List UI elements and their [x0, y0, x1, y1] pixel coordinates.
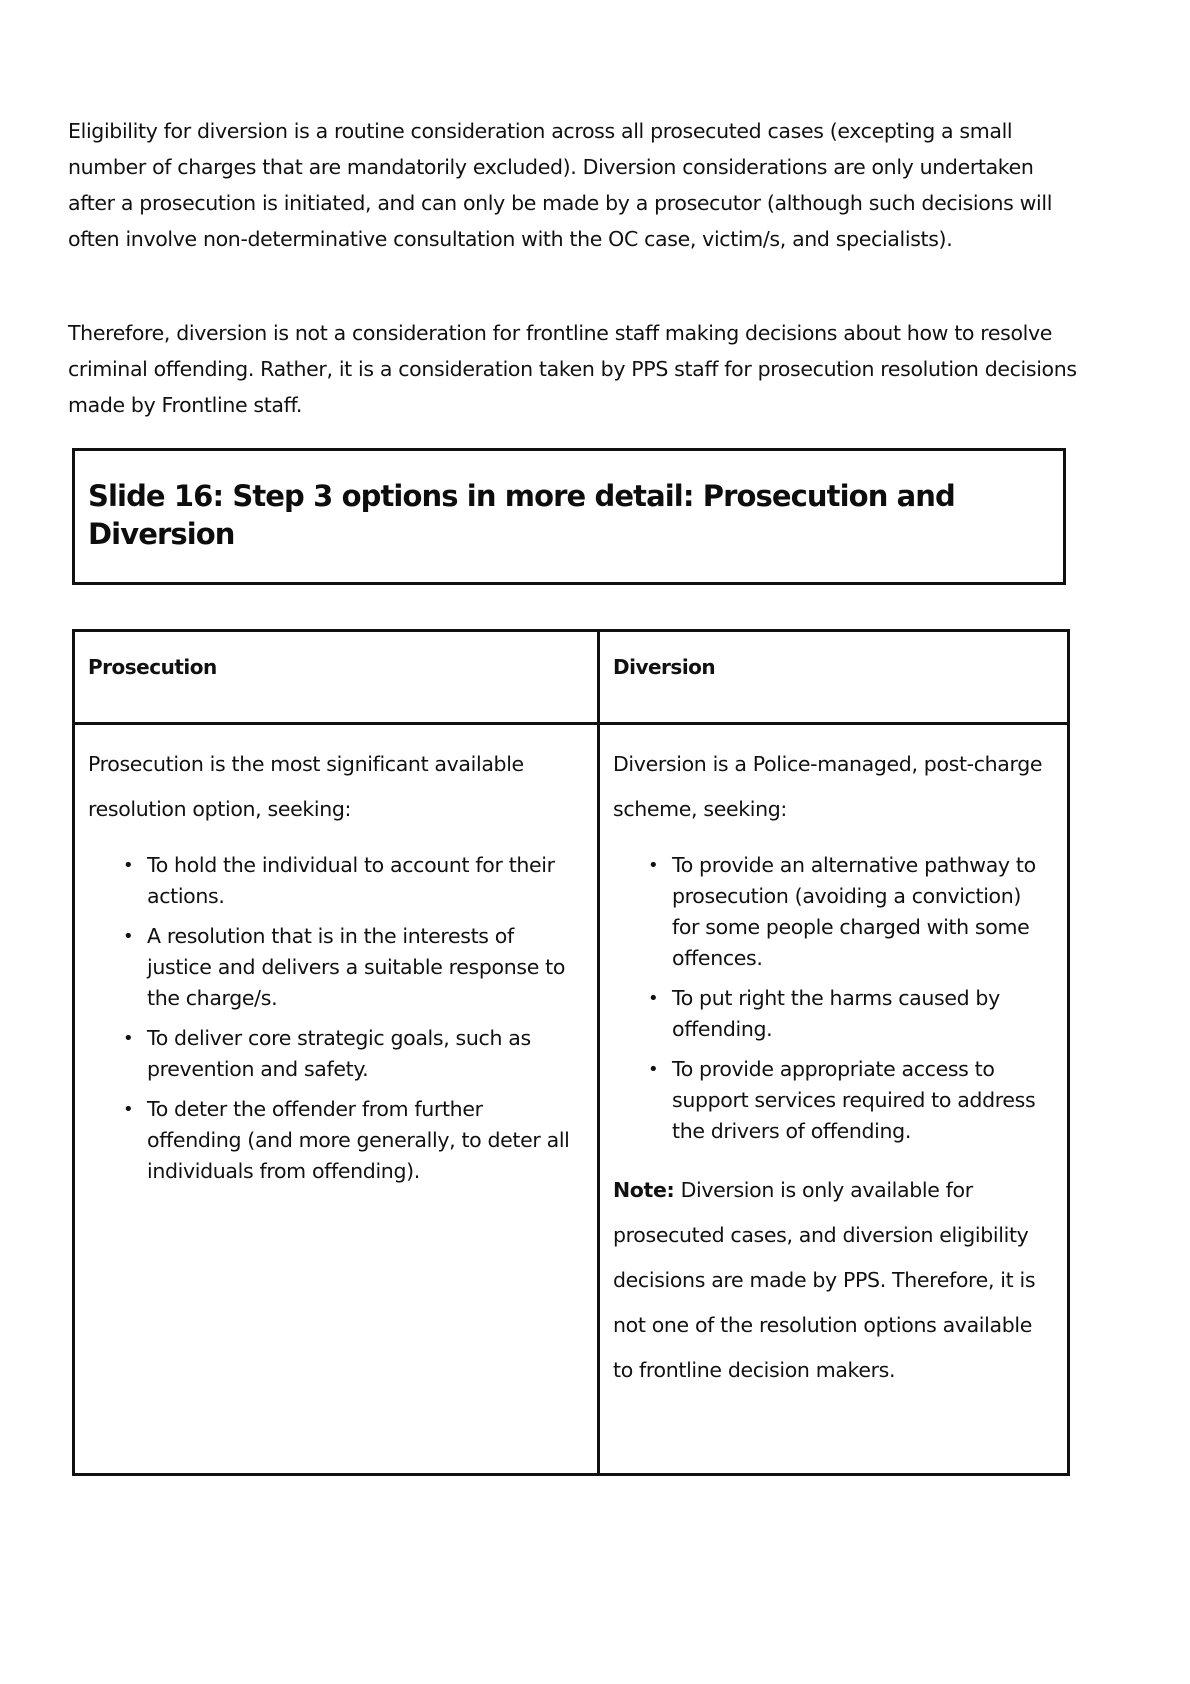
table-header-row [74, 631, 1069, 724]
bullet-icon: • [648, 988, 659, 1009]
comparison-table [72, 629, 1070, 1476]
slide-title: Slide 16: Step 3 options in more detail: Prosecution and Diversion [88, 479, 955, 551]
bullet-icon: • [648, 1059, 659, 1080]
table-body-row [74, 724, 1069, 1475]
diversion-intro: Diversion is a Police-managed, post-charge scheme, seeking: [613, 752, 1043, 821]
bullet-icon: • [123, 855, 134, 876]
slide-title-box [72, 448, 1066, 585]
diversion-note [613, 1168, 1051, 1393]
intro-paragraph-therefore: Therefore, diversion is not a consideration for frontline staff making decisions about how to resolve criminal offending. Rather, it is a consideration taken by PPS staff for prosecution resolution decisions made by Frontline staff. [68, 321, 1077, 417]
header-cell-diversion [599, 631, 1069, 724]
list-item [123, 850, 581, 912]
list-item [123, 921, 581, 1014]
list-item-text: To hold the individual to account for their actions. [147, 853, 555, 908]
list-item-text: To deter the offender from further offending (and more generally, to deter all individuals from offending). [147, 1097, 570, 1183]
header-cell-prosecution [74, 631, 599, 724]
diversion-cell [599, 724, 1069, 1475]
header-prosecution: Prosecution [88, 655, 217, 679]
bullet-icon: • [648, 855, 659, 876]
list-item-text: To put right the harms caused by offending. [672, 986, 1000, 1041]
bullet-icon: • [123, 1099, 134, 1120]
note-text: Diversion is only available for prosecuted cases, and diversion eligibility decisions are made by PPS. Therefore, it is not one of the resolution options available to frontline decision makers. [613, 1178, 1036, 1382]
prosecution-bullet-list [88, 850, 581, 1187]
list-item-text: To deliver core strategic goals, such as prevention and safety. [147, 1026, 531, 1081]
intro-paragraph-eligibility: Eligibility for diversion is a routine consideration across all prosecuted cases (excepting a small number of charges that are mandatorily excluded). Diversion considerations are only undertaken after a prosecution is initiated, and can only be made by a prosecutor (although such decisions will often involve non-determinative consultation with the OC case, victim/s, and specialists). [68, 119, 1053, 251]
list-item-text: To provide appropriate access to support services required to address the drivers of offending. [672, 1057, 1036, 1143]
list-item-text: To provide an alternative pathway to prosecution (avoiding a conviction) for some people charged with some offences. [672, 853, 1036, 970]
list-item [648, 1054, 1051, 1147]
note-label: Note: [613, 1178, 675, 1202]
bullet-icon: • [123, 1028, 134, 1049]
header-diversion: Diversion [613, 655, 716, 679]
bullet-icon: • [123, 926, 134, 947]
list-item [648, 850, 1051, 974]
diversion-bullet-list [613, 850, 1051, 1147]
prosecution-intro: Prosecution is the most significant available resolution option, seeking: [88, 752, 524, 821]
prosecution-cell [74, 724, 599, 1475]
list-item-text: A resolution that is in the interests of justice and delivers a suitable response to the charge/s. [147, 924, 566, 1010]
list-item [648, 983, 1051, 1045]
list-item [123, 1023, 581, 1085]
list-item [123, 1094, 581, 1187]
